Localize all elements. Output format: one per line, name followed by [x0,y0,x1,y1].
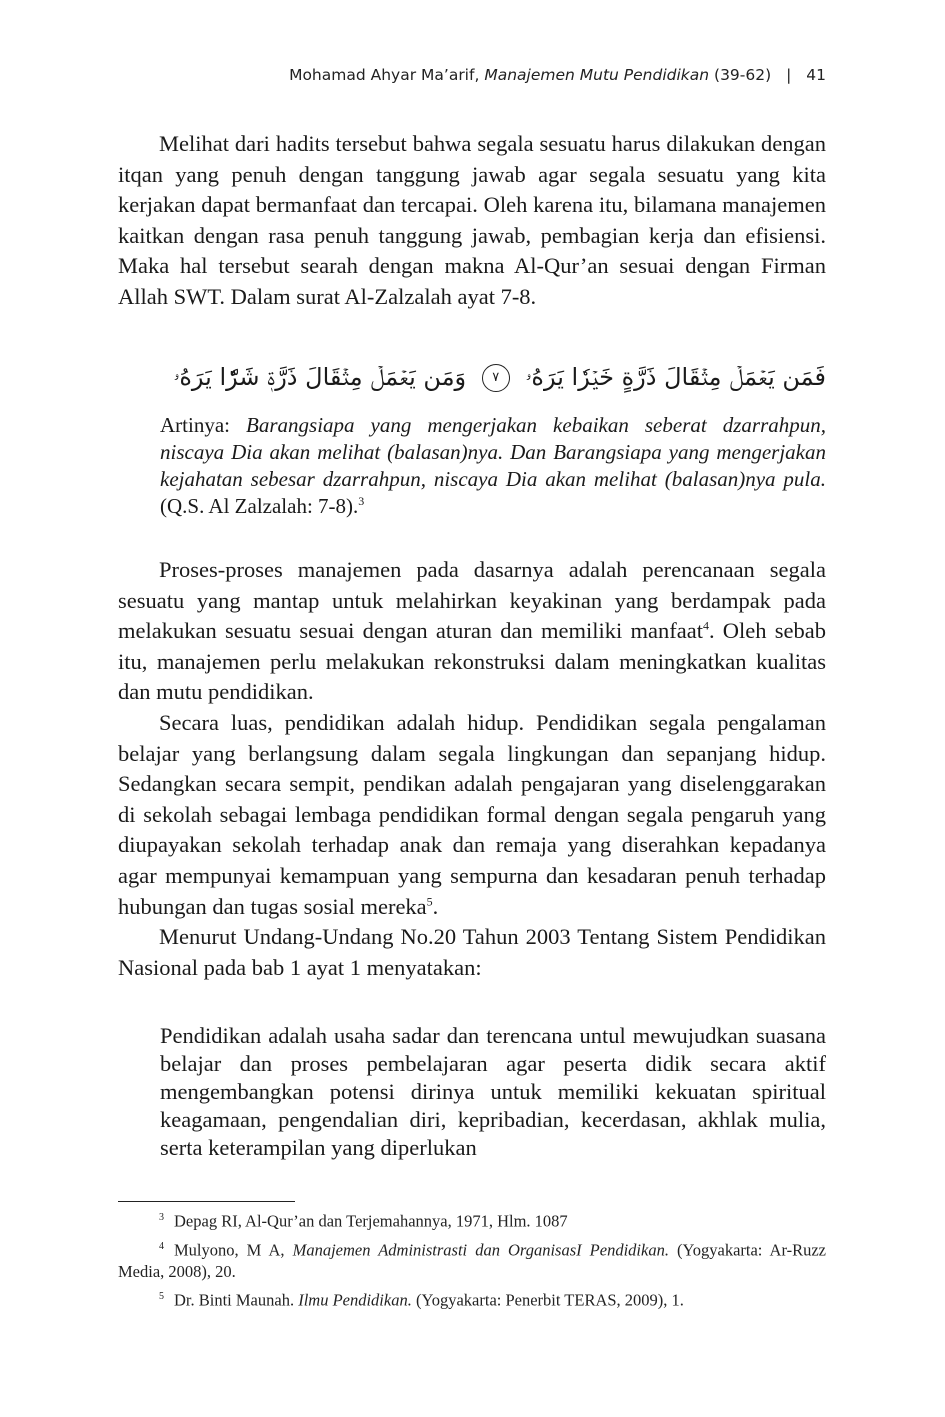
footnote-publisher: (Yogyakarta: Penerbit TERAS, 2009), 1. [415,1290,684,1310]
footnote-number: 3 [159,1212,164,1223]
footnote-text: Mulyono, M A, [174,1240,285,1259]
translation-label: Artinya: [160,413,230,437]
translation-block [160,412,826,520]
footnote-5 [118,1286,826,1312]
paragraph-2-text-end: . Oleh sebab itu, manajemen perlu melakukan rekonstruksi dalam meningkatkan kualitas dan mutu pendidikan. [118,618,827,705]
arabic-verse-7: فَمَن يَعۡمَلۡ مِثۡقَالَ ذَرَّةٍ خَيۡرٗا يَرَهُۥ [525,363,826,391]
footnote-4 [118,1236,826,1284]
footnote-text: Depag RI, Al-Qur’an dan Terjemahannya, 1971, Hlm. 1087 [174,1211,568,1231]
footnote-ref-3: 3 [358,494,365,508]
body-text-top [118,129,826,313]
footnote-number: 4 [159,1240,164,1252]
arabic-verse-8: وَمَن يَعۡمَلۡ مِثۡقَالَ ذَرَّةٖ شَرّٗا يَرَهُۥ [173,363,467,391]
paragraph-4: Menurut Undang-Undang No.20 Tahun 2003 Tentang Sistem Pendidikan Nasional pada bab 1 ayat 1 menyatakan: [118,924,826,980]
footnote-title: Manajemen Administrasti dan OrganisasI Pendidikan. [292,1240,669,1259]
header-separator: | [786,66,792,84]
header-page-range: (39-62) [714,66,772,84]
footnote-title: Ilmu Pendidikan. [298,1290,412,1310]
footnote-ref-4: 4 [702,618,709,633]
footnote-ref-5: 5 [426,894,433,909]
header-title: Manajemen Mutu Pendidikan [484,66,710,84]
translation-text: Barangsiapa yang mengerjakan kebaikan seberat dzarrahpun, niscaya Dia akan melihat (balasan)nya. Dan Barangsiapa yang mengerjakan kejahatan sebesar dzarrahpun, niscaya Dia akan melihat (balasan)nya pula. [160,413,826,491]
arabic-verse [173,354,826,400]
footnote-number: 5 [159,1291,164,1302]
footnote-text: Dr. Binti Maunah. [174,1290,295,1310]
running-header [118,66,826,84]
paragraph-3-text-end: . [432,893,439,919]
paragraph-2 [118,555,826,708]
paragraph-1: Melihat dari hadits tersebut bahwa segala sesuatu harus dilakukan dengan itqan yang penuh dengan tanggung jawab agar segala sesuatu yang kita kerjakan dapat bermanfaat dan tercapai. Oleh karena itu, bilamana manajemen kaitkan dengan rasa penuh tanggung jawab, pembagian kerja dan efisiensi. Maka hal tersebut searah dengan makna Al-Qur’an sesuai dengan Firman Allah SWT. Dalam surat Al-Zalzalah ayat 7-8. [118,131,826,309]
ayah-end-mark: ٧ [482,364,510,392]
footnotes [118,1207,826,1315]
header-author: Mohamad Ahyar Ma’arif, [289,66,480,84]
footnote-publisher: (Yogyakarta: Ar-Ruzz Media, 2008), 20. [118,1240,827,1281]
footnote-divider [118,1201,295,1202]
body-text-main [118,555,826,983]
footnote-3 [118,1207,826,1233]
block-quote: Pendidikan adalah usaha sadar dan terencana untul mewujudkan suasana belajar dan proses pembelajaran agar peserta didik secara aktif mengembangkan potensi dirinya untuk memiliki kekuatan spiritual keagamaan, pengendalian diri, kepribadian, kecerdasan, akhlak mulia, serta keterampilan yang diperlukan [160,1023,826,1160]
paragraph-3-text: Secara luas, pendidikan adalah hidup. Pendidikan segala pengalaman belajar yang berlangsung dalam segala lingkungan dan sepanjang hidup. Sedangkan secara sempit, pendikan adalah pengajaran yang diselenggarakan di sekolah sebagai lembaga pendidikan formal dengan segala pengaruh yang diupayakan sekolah terhadap anak dan remaja yang diserahkan kepadanya agar mempunyai kemampuan yang sempurna dan kesadaran penuh terhadap hubungan dan tugas sosial mereka [118,709,826,919]
paragraph-2-text: Proses-proses manajemen pada dasarnya adalah perencanaan segala sesuatu yang mantap untuk melahirkan keyakinan yang berdampak pada melakukan sesuatu sesuai dengan aturan dan memiliki manfaat [118,557,826,644]
header-page-number: 41 [806,66,826,84]
translation-citation: (Q.S. Al Zalzalah: 7-8). [160,494,359,518]
paragraph-3 [118,708,826,922]
